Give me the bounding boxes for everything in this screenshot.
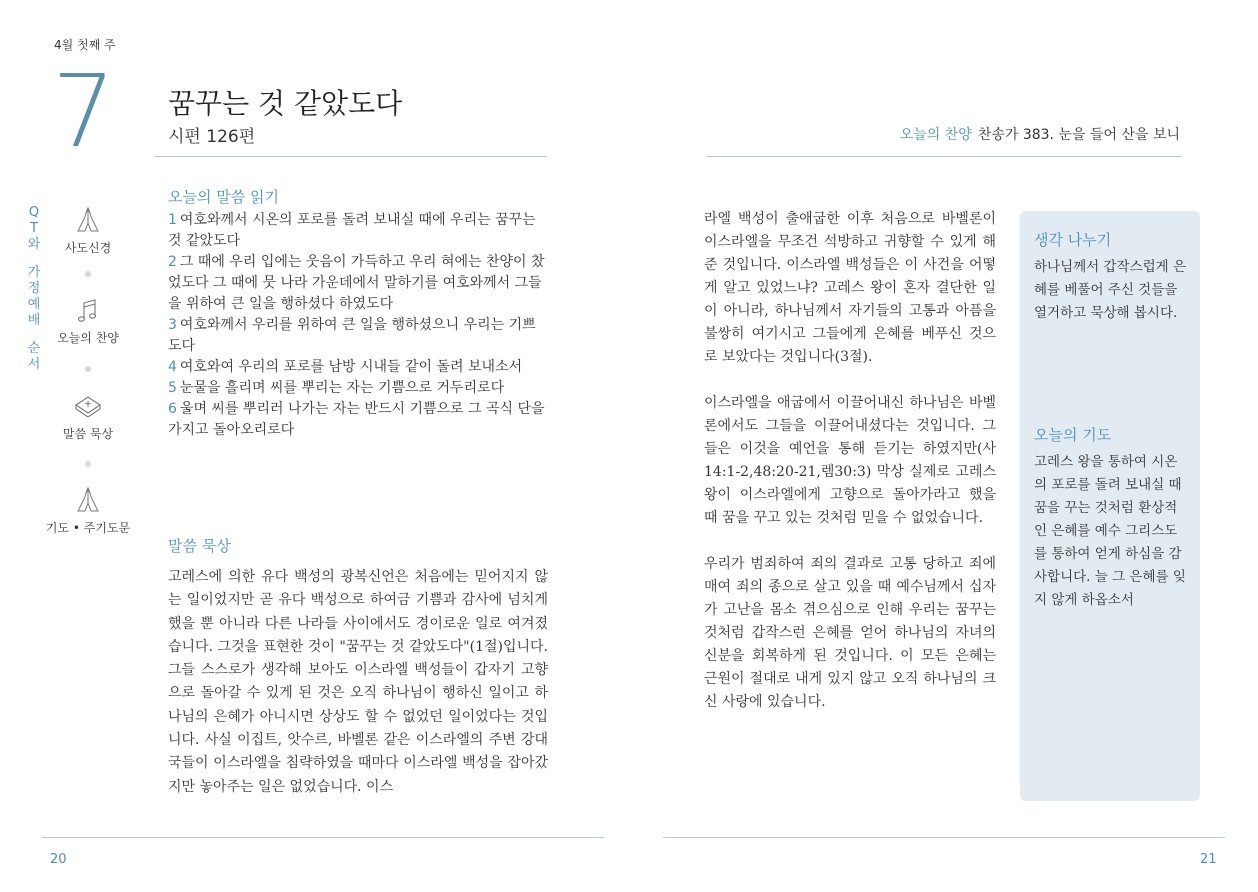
page-number-left: 20 <box>50 852 67 867</box>
verse-number: 4 <box>168 359 177 375</box>
verse <box>168 315 548 357</box>
vertical-char: T <box>30 221 38 236</box>
verse-text: 눈물을 흘리며 씨를 뿌리는 자는 기쁨으로 거두리로다 <box>179 380 505 396</box>
step-separator-dot <box>85 366 91 372</box>
bible-icon <box>72 391 104 421</box>
verse <box>168 357 548 378</box>
step-today-hymn <box>48 297 128 346</box>
meditation-paragraph: 라엘 백성이 출애굽한 이후 처음으로 바벨론이 이스라엘을 무조건 석방하고 귀향할 수 있게 해 준 것입니다. 이스라엘 백성들은 이 사건을 어떻게 알고 있었느냐? 고레스 왕이 혼자 결단한 일이 아니라, 하나님께서 자기들의 고통과 아픔을 불쌍히 여기시고 그들에게 은혜를 베푸신 것으로 보았다는 것입니다(3절). <box>704 211 996 365</box>
verse-number: 6 <box>168 401 177 417</box>
verse <box>168 210 548 252</box>
scripture-reading <box>168 210 548 441</box>
page-title: 꿈꾸는 것 같았도다 <box>168 87 403 120</box>
scripture-reference: 시편 126편 <box>168 127 256 147</box>
sharing-text: 하나님께서 갑작스럽게 은혜를 베풀어 주신 것들을 열거하고 묵상해 봅시다. <box>1034 259 1187 321</box>
step-separator-dot <box>85 271 91 277</box>
vertical-gap <box>26 329 42 341</box>
vertical-char: 가 <box>27 265 41 280</box>
reflection-box <box>1020 211 1200 801</box>
prayer-heading: 오늘의 기도 <box>1034 426 1112 444</box>
step-separator-dot <box>85 461 91 467</box>
prayer-text: 고레스 왕을 통하여 시온의 포로를 돌려 보내실 때 꿈을 꾸는 것처럼 환상적인 은혜를 예수 그리스도를 통하여 얻게 하심을 감사합니다. 늘 그 은혜를 잊지 않게 하옵소서 <box>1034 454 1186 608</box>
music-note-icon <box>73 297 103 325</box>
footer-divider-right <box>663 837 1225 838</box>
vertical-char: 예 <box>27 297 41 312</box>
vertical-char: Q <box>28 205 40 220</box>
meditation-paragraph: 우리가 범죄하여 죄의 결과로 고통 당하고 죄에 매여 죄의 종으로 살고 있을 때 예수님께서 십자가 고난을 몸소 겪으심으로 인해 우리는 꿈꾸는 것처럼 갑작스런 은혜를 얻어 하나님의 자녀의 신분을 회복하게 된 것입니다. 이 모든 은혜는 근원이 절대로 내게 있지 않고 오직 하나님의 크신 사랑에 있습니다. <box>704 556 996 710</box>
vertical-char: 순 <box>27 341 41 356</box>
praying-hands-icon <box>73 485 103 515</box>
header-divider-right <box>706 156 1182 157</box>
vertical-gap <box>26 253 42 265</box>
verse-text: 여호와께서 우리를 위하여 큰 일을 행하셨으니 우리는 기쁘도다 <box>168 317 536 354</box>
reading-heading: 오늘의 말씀 읽기 <box>168 188 279 206</box>
day-number: 7 <box>52 53 112 170</box>
vertical-title <box>26 205 42 373</box>
verse <box>168 378 548 399</box>
hymn-title: 찬송가 383. 눈을 들어 산을 보니 <box>977 127 1180 143</box>
verse-text: 여호와여 우리의 포로를 남방 시내들 같이 돌려 보내소서 <box>179 359 523 375</box>
vertical-char: 와 <box>27 237 41 252</box>
verse-number: 3 <box>168 317 177 333</box>
verse-number: 1 <box>168 212 177 228</box>
page-number-right: 21 <box>1200 852 1217 867</box>
verse-text: 그 때에 우리 입에는 웃음이 가득하고 우리 혀에는 찬양이 찼었도다 그 때에 뭇 나라 가운데에서 말하기를 여호와께서 그들을 위하여 큰 일을 행하셨다 하였도다 <box>168 254 545 312</box>
meditation-text-right <box>704 208 996 737</box>
step-apostles-creed <box>48 205 128 256</box>
verse <box>168 399 548 441</box>
vertical-char: 배 <box>27 313 41 328</box>
step-label: 사도신경 <box>64 241 112 255</box>
verse-number: 2 <box>168 254 177 270</box>
footer-divider-left <box>42 837 604 838</box>
verse-text: 울며 씨를 뿌리러 나가는 자는 반드시 기쁨으로 그 곡식 단을 가지고 돌아오리로다 <box>168 401 545 438</box>
week-label: 4월 첫째 주 <box>54 38 116 52</box>
hymn-label: 오늘의 찬양 <box>899 127 972 143</box>
today-hymn <box>900 124 1180 144</box>
meditation-heading: 말씀 묵상 <box>168 537 231 555</box>
step-label: 말씀 묵상 <box>62 427 114 441</box>
sharing-heading: 생각 나누기 <box>1034 231 1112 249</box>
meditation-paragraph: 이스라엘을 애굽에서 이끌어내신 하나님은 바벨론에서도 그들을 이끌어내셨다는 것입니다. 그들은 이것을 예언을 통해 듣기는 하였지만(사14:1-2,48:20-21,렘30:3) 막상 실제로 고레스 왕이 이스라엘에게 고향으로 돌아가라고 했을 때 꿈을 꾸고 있는 것처럼 믿을 수 없었습니다. <box>704 395 996 526</box>
meditation-text-left: 고레스에 의한 유다 백성의 광복신언은 처음에는 믿어지지 않는 일이었지만 곧 유다 백성으로 하여금 기쁨과 감사에 넘치게 했을 뿐 아니라 다른 나라들 사이에서도 경이로운 일로 여겨졌습니다. 그것을 표현한 것이 "꿈꾸는 것 같았도다"(1절)입니다. 그들 스스로가 생각해 보아도 이스라엘 백성들이 갑자기 고향으로 돌아갈 수 있게 된 것은 오직 하나님이 행하신 일이고 하나님의 은혜가 아니시면 상상도 할 수 없었던 일이었다는 것입니다. 사실 이집트, 앗수르, 바벨론 같은 이스라엘의 주변 강대국들이 이스라엘을 침략하였을 때마다 이스라엘 백성을 잡아갔지만 놓아주는 일은 없었습니다. 이스 <box>168 569 548 795</box>
vertical-char: 서 <box>27 357 41 372</box>
vertical-char: 정 <box>27 281 41 296</box>
header-divider-left <box>154 156 546 157</box>
verse-number: 5 <box>168 380 177 396</box>
step-label: 오늘의 찬양 <box>57 331 119 345</box>
step-prayer <box>36 485 140 536</box>
verse-text: 여호와께서 시온의 포로를 돌려 보내실 때에 우리는 꿈꾸는 것 같았도다 <box>168 212 536 249</box>
step-label: 기도 • 주기도문 <box>45 521 131 535</box>
step-word-meditation <box>48 391 128 442</box>
verse <box>168 252 548 315</box>
praying-hands-icon <box>73 205 103 235</box>
